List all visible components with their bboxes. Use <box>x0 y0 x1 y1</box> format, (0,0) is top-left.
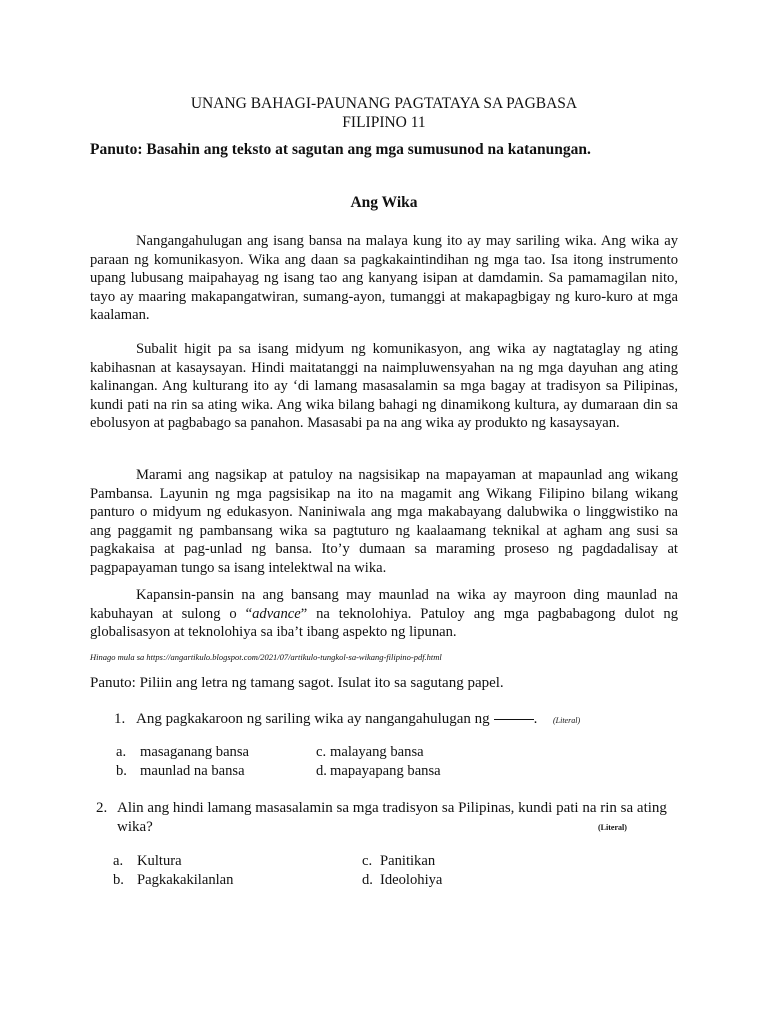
question-2-tag: (Literal) <box>598 823 627 832</box>
q2-choice-a-letter: a. <box>113 853 124 869</box>
paragraph-4-text-end: ” na teknolohiya. Patuloy ang mga pagbabagong dulot ng globalisasyon at teknolohiya sa iba’t ibang aspekto ng lipunan. <box>90 605 678 641</box>
q1-choice-b-letter: b. <box>116 763 127 779</box>
instruction-answer: Panuto: Piliin ang letra ng tamang sagot. Isulat ito sa sagutang papel. <box>90 675 504 691</box>
q2-choice-b: Pagkakakilanlan <box>137 872 234 888</box>
header-title <box>0 94 768 132</box>
q1-choice-a: masaganang bansa <box>140 744 250 760</box>
paragraph-4-text-start: Kapansin-pansin na ang bansang may maunlad na wika ay mayroon ding maunlad na kabuhayan at sulong o “ <box>90 587 678 622</box>
article-paragraph-2: Subalit higit pa sa isang midyum ng komunikasyon, ang wika ay nagtataglay ng ating kabihasnan at kasaysayan. Hindi maitatanggi na naimpluwensyahan na ng mga dayuhan ang ating kalinangan. Ang kulturang ito ay ‘di lamang masasalamin sa mga bagay at tradisyon sa Pilipinas, kundi pati na rin sa ating wika. Ang wika bilang bahagi ng dinamikong kultura, ay dumaraan din sa ebolusyon at pagbabago sa panahon. Masasabi pa na ang wika ay produkto ng kasaysayan. <box>90 341 678 432</box>
article-paragraph-4 <box>90 586 678 642</box>
q1-choice-c-letter: c. <box>316 744 327 760</box>
instruction-reading: Panuto: Basahin ang teksto at sagutan ang mga sumusunod na katanungan. <box>90 141 591 158</box>
q2-choice-d-letter: d. <box>362 872 373 888</box>
question-2-line-2: wika? <box>117 819 153 835</box>
header-line-2: FILIPINO 11 <box>342 114 426 131</box>
question-1-tag: (Literal) <box>553 716 581 725</box>
question-1-stem: Ang pagkakaroon ng sariling wika ay nangangahulugan ng <box>136 711 490 727</box>
q2-choice-c-letter: c. <box>362 853 373 869</box>
q2-choice-a: Kultura <box>137 853 182 869</box>
q1-choice-b: maunlad na bansa <box>140 763 245 779</box>
header-line-1: UNANG BAHAGI-PAUNANG PAGTATAYA SA PAGBASA <box>190 95 578 112</box>
question-2-line-1: Alin ang hindi lamang masasalamin sa mga tradisyon sa Pilipinas, kundi pati na rin sa ating <box>117 800 667 816</box>
source-citation: Hinago mula sa https://angartikulo.blogspot.com/2021/07/artikulo-tungkol-sa-wikang-filipino-pdf.html <box>90 652 442 662</box>
question-1-text: Ang pagkakaroon ng sariling wika ay nangangahulugan ng . <box>136 711 538 727</box>
q2-choice-c: Panitikan <box>380 853 436 869</box>
q2-choice-b-letter: b. <box>113 872 124 888</box>
q2-choice-d: Ideolohiya <box>380 872 443 888</box>
article-paragraph-3: Marami ang nagsikap at patuloy na nagsisikap na mapayaman at mapaunlad ang wikang Pambansa. Layunin ng mga pagsisikap na ito na magamit ang Wikang Filipino bilang wikang panturo o midyum ng edukasyon. Naniniwala ang mga makabayang dalubwika o linggwistiko na ang paggamit ng pambansang wika sa pagtuturo ng kaalaamang teknikal at agham ang susi sa pagkakaisa at pag-unlad ng bansa. Ito’y dumaan sa maraming proseso ng pagdadalisay at pagpapayaman tungo sa isang intelektwal na wika. <box>90 467 678 576</box>
q1-choice-d-letter: d. <box>316 763 327 779</box>
q1-choice-a-letter: a. <box>116 744 127 760</box>
paragraph-4-italic-word: advance <box>252 605 301 622</box>
q1-choice-c: malayang bansa <box>330 744 424 760</box>
article-title: Ang Wika <box>350 194 418 211</box>
article-paragraph-1: Nangangahulugan ang isang bansa na malaya kung ito ay may sariling wika. Ang wika ay paraan ng komunikasyon. Wika ang daan sa pagkakaintindihan ng mga tao. Isa itong instrumento upang lubusang maipahayag ng isang tao ang kanyang isipan at damdamin. Sa pamamagilan nito, tayo ay maaring makapangatwiran, sumang-ayon, tumanggi at makapagbigay ng kuro-kuro at mga kaalaman. <box>90 233 678 324</box>
question-2-number: 2. <box>96 800 108 816</box>
question-1-number: 1. <box>114 711 126 727</box>
q1-choice-d: mapayapang bansa <box>330 763 441 779</box>
answer-blank <box>494 719 534 720</box>
